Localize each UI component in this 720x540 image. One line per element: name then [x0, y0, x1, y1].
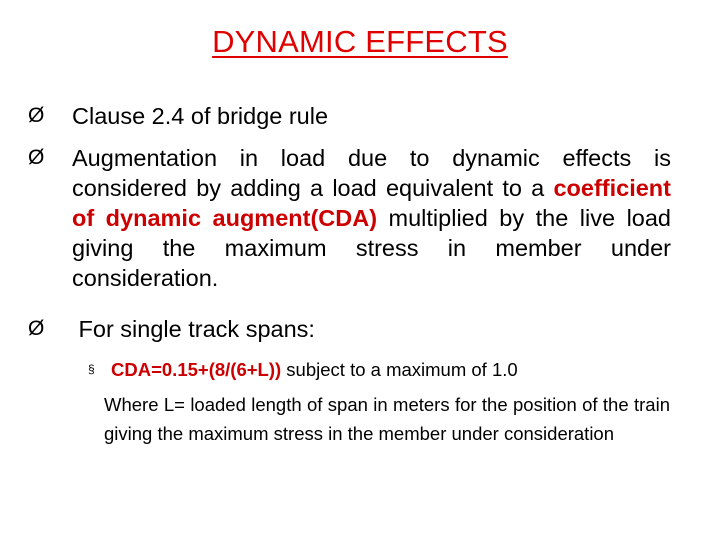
bullet-text-after: multiplied by the live load giving the maximum stress in member under consideration. — [72, 205, 671, 291]
bullet-text: For single track spans: — [72, 316, 315, 342]
bullet-item — [28, 314, 671, 344]
note-paragraph — [88, 390, 670, 448]
bullet-text: Clause 2.4 of bridge rule — [72, 103, 329, 129]
arrow-bullet-icon: Ø — [28, 146, 45, 169]
bullet-text — [72, 143, 671, 293]
slide-title: DYNAMIC EFFECTS — [212, 24, 508, 59]
cda-formula: CDA=0.15+(8/(6+L)) — [111, 359, 282, 380]
sub-bullet-text — [111, 355, 670, 384]
bullet-item — [28, 101, 671, 131]
note-text: Where L= loaded length of span in meters for the position of the train giving the maximum stress in the member under consideration — [104, 394, 670, 444]
bullet-item — [28, 143, 671, 293]
sub-bullet-text-after: subject to a maximum of 1.0 — [281, 359, 518, 380]
bullet-text-before: Augmentation in load due to dynamic effects is considered by adding a load equivalent to a — [72, 145, 671, 201]
square-bullet-icon: § — [88, 362, 95, 376]
cda-highlight: coefficient of dynamic augment(CDA) — [72, 175, 671, 231]
arrow-bullet-icon: Ø — [28, 104, 45, 127]
arrow-bullet-icon: Ø — [28, 317, 45, 340]
sub-bullet-item — [88, 355, 670, 384]
